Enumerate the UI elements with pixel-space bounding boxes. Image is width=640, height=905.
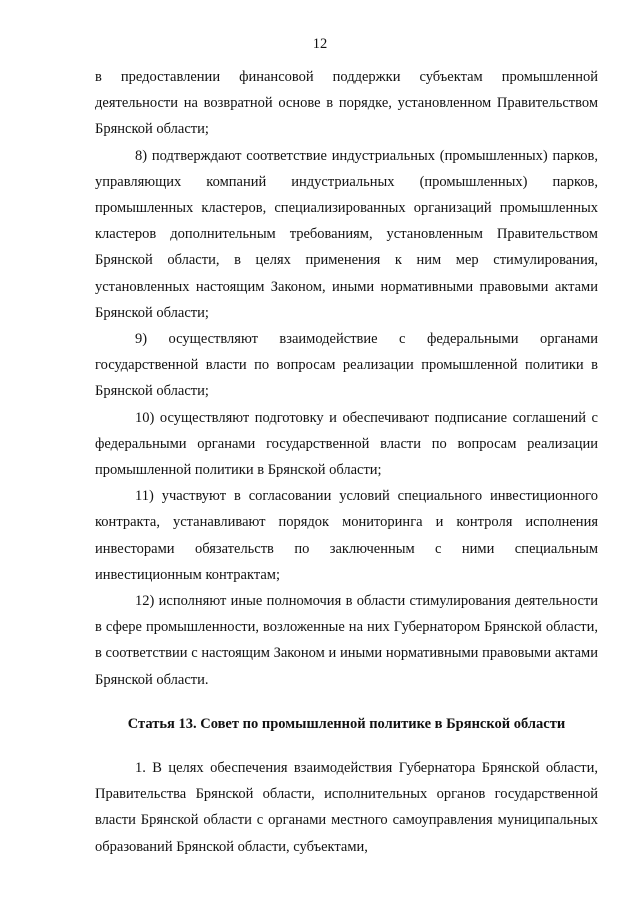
paragraph-item-10: 10) осуществляют подготовку и обеспечивают подписание соглашений с федеральными органами государственной власти по вопросам реализации промышленной политики в Брянской области; xyxy=(95,409,598,479)
paragraph-continuation: в предоставлении финансовой поддержки субъектам промышленной деятельности на возвратной основе в порядке, установленном Правительством Брянской области; xyxy=(95,69,598,138)
paragraph-item-9: 9) осуществляют взаимодействие с федеральными органами государственной власти по вопросам реализации промышленной политики в Брянской области; xyxy=(95,331,598,400)
article-heading: Статья 13. Совет по промышленной политике в Брянской области xyxy=(127,715,566,732)
paragraph-item-12: 12) исполняют иные полномочия в области стимулирования деятельности в сфере промышленности, возложенные на них Губернатором Брянской области, в соответствии с настоящим Законом и иными нормативными правовыми актами Брянской области. xyxy=(95,593,598,688)
paragraph-item-8: 8) подтверждают соответствие индустриальных (промышленных) парков, управляющих компаний индустриальных (промышленных) парков, промышленных кластеров, специализированных организаций промышленных кластеров дополнительным требованиям, установленным Правительством Брянской области, в целях применения к ним мер стимулирования, установленных настоящим Законом, иными нормативными правовыми актами Брянской области; xyxy=(95,147,598,321)
page-number: 12 xyxy=(312,36,328,52)
article-13-paragraph-1: 1. В целях обеспечения взаимодействия Губернатора Брянской области, Правительства Брянской области, исполнительных органов государственной власти Брянской области с органами местного самоуправления муниципальных образований Брянской области, субъектами, xyxy=(95,760,598,855)
paragraph-item-11: 11) участвуют в согласовании условий специального инвестиционного контракта, устанавливают порядок мониторинга и контроля исполнения инвесторами обязательств по заключенным с ними специальным инвестиционным контрактам; xyxy=(95,488,598,583)
document-body xyxy=(95,64,598,860)
